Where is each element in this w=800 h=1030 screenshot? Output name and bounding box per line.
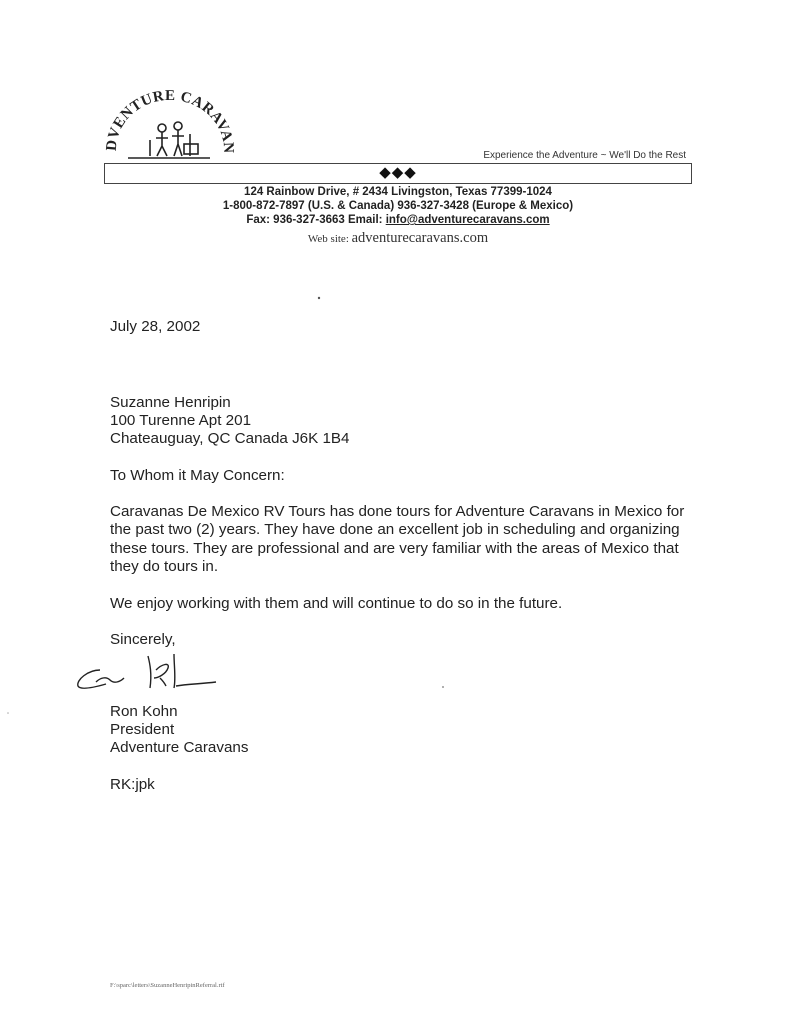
diamond-icon: ◆◆◆	[379, 164, 417, 181]
website-label: Web site:	[307, 233, 352, 245]
website-link[interactable]: adventurecaravans.com	[351, 230, 489, 246]
typist-initials: RK:jpk	[110, 776, 155, 793]
handwritten-signature	[70, 648, 230, 698]
salutation: To Whom it May Concern:	[110, 467, 285, 484]
signer-title: President	[110, 721, 175, 738]
letter-paragraph-1: Caravanas De Mexico RV Tours has done tours for Adventure Caravans in Mexico for the past two (2) years. They have done an excellent job in scheduling and organizing these tours. They are professional and are very familiar with the areas of Mexico that they do tours in.	[110, 503, 685, 575]
company-fax-email	[104, 214, 692, 226]
recipient-block	[110, 394, 350, 448]
signer-block	[110, 703, 248, 757]
file-path-footer: F:\sparc\letters\SuzanneHenripinReferral.rtf	[110, 982, 225, 989]
tagline: Experience the Adventure ~ We'll Do the Rest	[483, 150, 686, 161]
letter-paragraph-2: We enjoy working with them and will continue to do so in the future.	[110, 595, 563, 612]
recipient-city: Chateauguay, QC Canada J6K 1B4	[110, 430, 350, 447]
recipient-street: 100 Turenne Apt 201	[110, 412, 252, 429]
email-link[interactable]: info@adventurecaravans.com	[385, 214, 550, 226]
company-logo	[104, 84, 234, 164]
logo-text: DVENTURE CARAVA	[104, 87, 234, 152]
caravan-logo-icon	[104, 84, 234, 164]
fax-line: Fax: 936-327-3663 Email:	[246, 214, 386, 226]
closing: Sincerely,	[110, 631, 176, 648]
recipient-name: Suzanne Henripin	[110, 394, 231, 411]
letterhead-divider	[104, 163, 692, 184]
svg-text:ADVENTURE CARAVANS	[104, 84, 234, 154]
company-address: 124 Rainbow Drive, # 2434 Livingston, Texas 77399-1024	[244, 186, 552, 198]
signer-company: Adventure Caravans	[110, 739, 249, 756]
company-phone: 1-800-872-7897 (U.S. & Canada) 936-327-3428 (Europe & Mexico)	[222, 200, 574, 212]
letter-date: July 28, 2002	[110, 318, 201, 335]
company-website	[104, 229, 692, 247]
signer-name: Ron Kohn	[110, 703, 178, 720]
